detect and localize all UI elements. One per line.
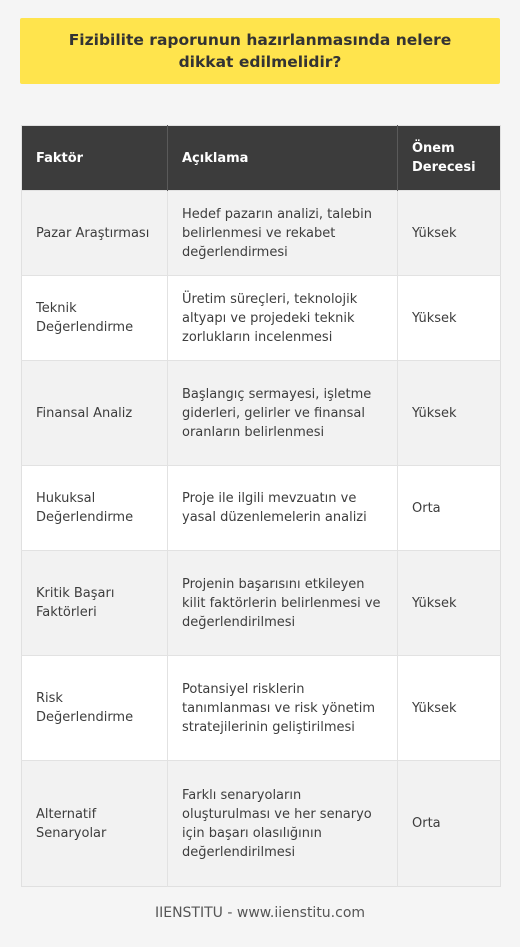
table-row	[22, 656, 501, 761]
factor-cell: Alternatif Senaryolar	[22, 761, 168, 887]
importance-cell: Yüksek	[398, 551, 501, 656]
description-cell: Farklı senaryoların oluşturulması ve her senaryo için başarı olasılığının değerlendirilmesi	[168, 761, 398, 887]
factor-cell: Finansal Analiz	[22, 361, 168, 466]
table-row	[22, 276, 501, 361]
description-cell: Projenin başarısını etkileyen kilit faktörlerin belirlenmesi ve değerlendirilmesi	[168, 551, 398, 656]
importance-cell: Yüksek	[398, 656, 501, 761]
header-factor: Faktör	[22, 126, 168, 191]
importance-cell: Yüksek	[398, 361, 501, 466]
table-row	[22, 761, 501, 887]
description-cell: Hedef pazarın analizi, talebin belirlenmesi ve rekabet değerlendirmesi	[168, 191, 398, 276]
factor-cell: Risk Değerlendirme	[22, 656, 168, 761]
page-title: Fizibilite raporunun hazırlanmasında nelere dikkat edilmelidir?	[68, 31, 452, 71]
description-cell: Potansiyel risklerin tanımlanması ve risk yönetim stratejilerinin geliştirilmesi	[168, 656, 398, 761]
factor-cell: Teknik Değerlendirme	[22, 276, 168, 361]
footer-credit: IIENSTITU - www.iienstitu.com	[154, 905, 366, 921]
header-description: Açıklama	[168, 126, 398, 191]
table-row	[22, 191, 501, 276]
factors-table	[21, 125, 501, 887]
factor-cell: Kritik Başarı Faktörleri	[22, 551, 168, 656]
header-importance: Önem Derecesi	[398, 126, 501, 191]
factor-cell: Pazar Araştırması	[22, 191, 168, 276]
description-cell: Başlangıç sermayesi, işletme giderleri, gelirler ve finansal oranların belirlenmesi	[168, 361, 398, 466]
table-header-row	[22, 126, 501, 191]
table-row	[22, 551, 501, 656]
importance-cell: Yüksek	[398, 191, 501, 276]
importance-cell: Orta	[398, 761, 501, 887]
table-row	[22, 361, 501, 466]
table-row	[22, 466, 501, 551]
description-cell: Proje ile ilgili mevzuatın ve yasal düzenlemelerin analizi	[168, 466, 398, 551]
importance-cell: Orta	[398, 466, 501, 551]
title-banner	[20, 18, 500, 84]
description-cell: Üretim süreçleri, teknolojik altyapı ve projedeki teknik zorlukların incelenmesi	[168, 276, 398, 361]
importance-cell: Yüksek	[398, 276, 501, 361]
factor-cell: Hukuksal Değerlendirme	[22, 466, 168, 551]
